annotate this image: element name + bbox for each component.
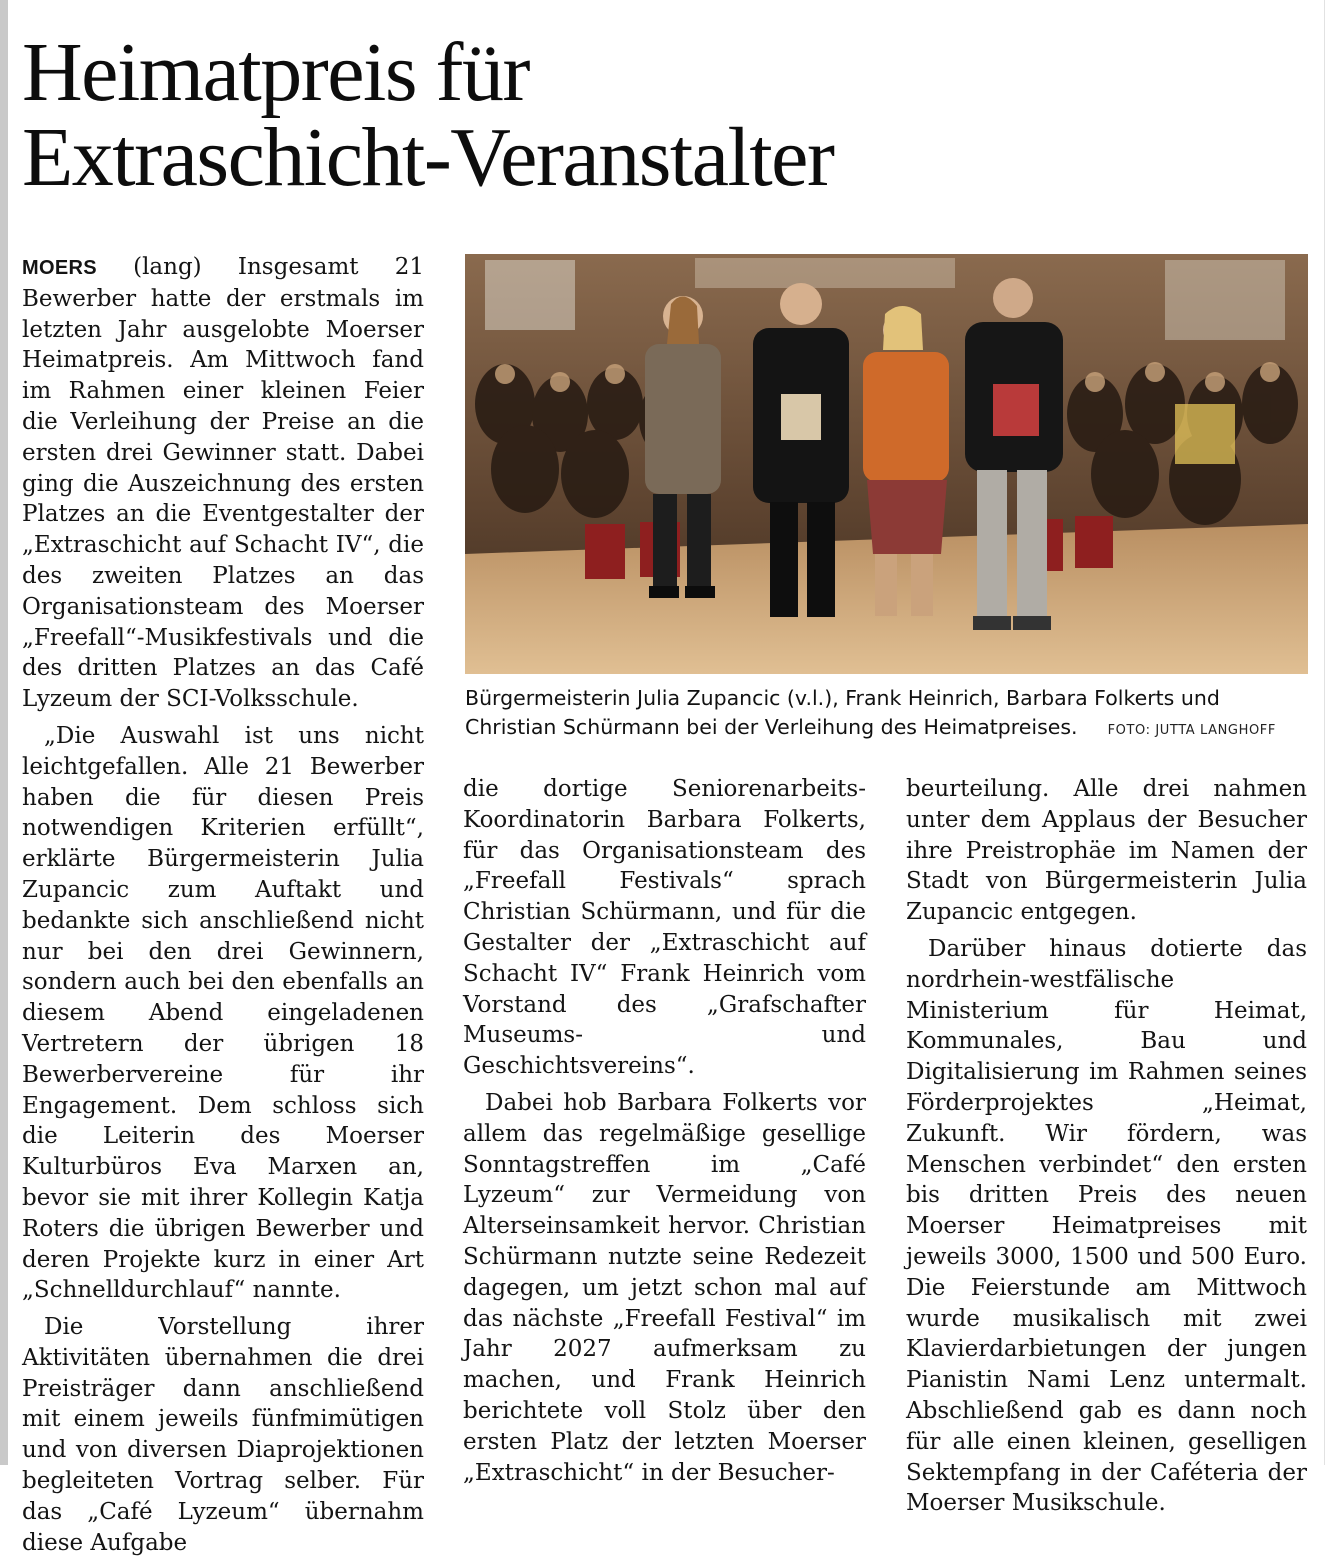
headline-line-2: Extraschicht-Veranstalter	[22, 111, 834, 204]
paragraph-5: Dabei hob Barbara Folkerts vor allem das regelmäßige gesellige Sonntagstreffen im „Café Lyzeum“ zur Vermeidung von Alterseinsamkeit hervor. Christian Schürmann nutzte seine Redezeit dagegen, um jetzt schon mal auf das nächste „Freefall Festival“ im Jahr 2027 aufmerksam zu machen, und Frank Heinrich berichtete voll Stolz über den ersten Platz der letzten Moerser „Extraschicht“ in der Besucher-	[463, 1089, 866, 1486]
paragraph-2: „Die Auswahl ist uns nicht leichtgefallen. Alle 21 Bewerber haben die für diesen Preis notwendigen Kriterien erfüllt“, erklärte Bürgermeisterin Julia Zupancic zum Auftakt und bedankte sich anschließend nicht nur bei den drei Gewinnern, sondern auch bei den ebenfalls an diesem Abend eingeladenen Vertretern der übrigen 18 Bewerbervereine für ihr Engagement. Dem schloss sich die Leiterin des Moerser Kulturbüros Eva Marxen an, bevor sie mit ihrer Kollegin Katja Roters die übrigen Bewerber und deren Projekte kurz in einer Art „Schnelldurchlauf“ nannte.	[22, 722, 424, 1304]
headline	[22, 26, 1302, 204]
photo-credit: FOTO: JUTTA LANGHOFF	[1107, 723, 1276, 738]
article-photo	[465, 254, 1308, 674]
dateline: MOERS	[22, 257, 97, 279]
paragraph-3: Die Vorstellung ihrer Aktivitäten übernahmen die drei Preisträger dann anschließend mit einem jeweils fünfmimütigen und von diversen Diaprojektionen begleiteten Vortrag selber. Für das „Café Lyzeum“ übernahm diese Aufgabe	[22, 1314, 424, 1556]
paragraph-6: beurteilung. Alle drei nahmen unter dem Applaus der Besucher ihre Preistrophäe im Namen der Stadt von Bürgermeisterin Julia Zupancic entgegen.	[906, 776, 1307, 926]
paragraph-1	[22, 252, 424, 715]
page-edge	[0, 0, 8, 1465]
paragraph-4: die dortige Seniorenarbeits-Koordinatorin Barbara Folkerts, für das Organisationsteam des „Freefall Festivals“ sprach Christian Schürmann, und für die Gestalter der „Extraschicht auf Schacht IV“ Frank Heinrich vom Vorstand des „Grafschafter Museums- und Geschichtsvereins“.	[463, 776, 866, 1080]
article-column-2	[463, 774, 866, 1486]
page-edge-right	[1324, 0, 1325, 1465]
photo-caption	[465, 684, 1308, 745]
caption-text: Bürgermeisterin Julia Zupancic (v.l.), Frank Heinrich, Barbara Folkerts und Christian Schürmann bei der Verleihung des Heimatpreises.	[465, 686, 1220, 739]
headline-line-1: Heimatpreis für	[22, 26, 529, 119]
paragraph-7: Darüber hinaus dotierte das nordrhein-westfälische Ministerium für Heimat, Kommunales, Bau und Digitalisierung im Rahmen seines Förderprojektes „Heimat, Zukunft. Wir fördern, was Menschen verbindet“ den ersten bis dritten Preis des neuen Moerser Heimatpreises mit jeweils 3000, 1500 und 500 Euro. Die Feierstunde am Mittwoch wurde musikalisch mit zwei Klavierdarbietungen der jungen Pianistin Nami Lenz untermalt. Abschließend gab es dann noch für alle einen kleinen, geselligen Sektempfang in der Caféteria der Moerser Musikschule.	[906, 935, 1307, 1517]
paragraph-1-text: (lang) Insgesamt 21 Bewerber hatte der erstmals im letzten Jahr ausgelobte Moerser Heimatpreis. Am Mittwoch fand im Rahmen einer kleinen Feier die Verleihung der Preise an die ersten drei Gewinner statt. Dabei ging die Auszeichnung des ersten Platzes an die Eventgestalter der „Extraschicht auf Schacht IV“, die des zweiten Platzes an das Organisationsteam des Moerser „Freefall“-Musikfestivals und die des dritten Platzes an das Café Lyzeum der SCI-Volksschule.	[22, 254, 425, 713]
article-column-1	[22, 252, 425, 1556]
photo-illustration	[465, 254, 1308, 674]
article-column-3	[906, 774, 1307, 1517]
